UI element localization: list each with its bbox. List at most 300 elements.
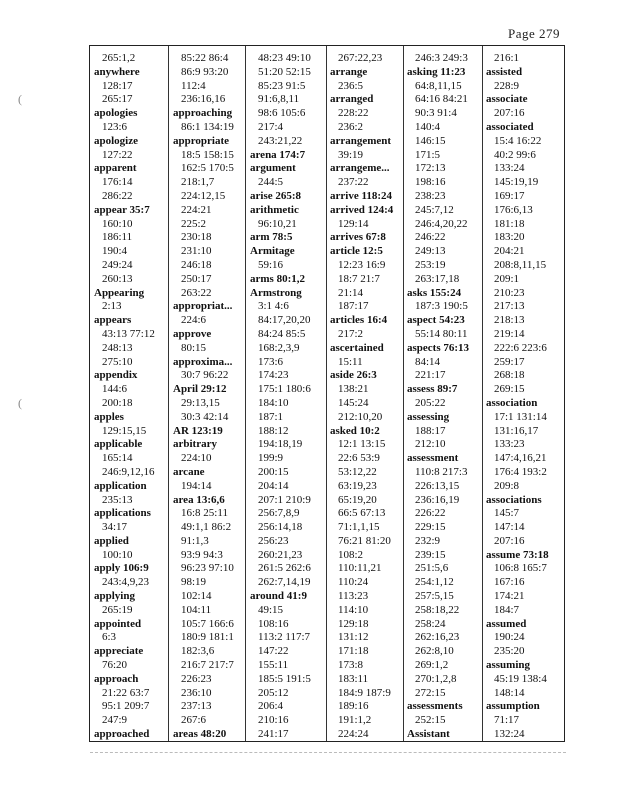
index-reference: 253:19 [415, 258, 446, 271]
index-term: apologies [94, 107, 138, 120]
index-reference: 238:23 [415, 189, 446, 202]
index-term: anywhere [94, 65, 140, 78]
index-column-1 [94, 52, 155, 742]
index-reference: 174:21 [494, 590, 525, 603]
index-reference: 256:14,18 [258, 521, 303, 534]
index-reference: 275:10 [102, 355, 133, 368]
index-term: appropriat... [173, 300, 233, 313]
index-term: arrived 124:4 [330, 203, 394, 216]
index-term: areas 48:20 [173, 728, 227, 741]
index-term: area 13:6,6 [173, 493, 225, 506]
index-reference: 244:5 [258, 176, 284, 189]
index-reference: 207:16 [494, 534, 525, 547]
index-reference: 272:15 [415, 686, 446, 699]
index-reference: 263:22 [181, 286, 212, 299]
index-reference: 205:22 [415, 396, 446, 409]
index-reference: 86:1 134:19 [181, 120, 234, 133]
index-term: association [486, 396, 538, 409]
index-reference: 105:7 166:6 [181, 617, 234, 630]
index-column-6 [486, 52, 549, 742]
index-reference: 237:22 [338, 176, 369, 189]
index-reference: 15:11 [338, 355, 363, 368]
index-term: asking 11:23 [407, 65, 466, 78]
index-column-4 [330, 52, 393, 742]
index-reference: 181:18 [494, 217, 525, 230]
index-reference: 12:1 13:15 [338, 438, 386, 451]
index-reference: 222:6 223:6 [494, 341, 547, 354]
index-reference: 188:12 [258, 424, 289, 437]
index-column-5 [407, 52, 469, 742]
index-term: applying [94, 590, 135, 603]
index-term: around 41:9 [250, 590, 307, 603]
index-reference: 209:8 [494, 479, 520, 492]
index-reference: 49:15 [258, 603, 284, 616]
index-reference: 184:7 [494, 603, 520, 616]
index-reference: 95:1 209:7 [102, 700, 150, 713]
index-reference: 64:16 84:21 [415, 93, 468, 106]
index-reference: 224:12,15 [181, 189, 226, 202]
index-reference: 43:13 77:12 [102, 327, 155, 340]
index-reference: 114:10 [338, 603, 369, 616]
index-reference: 200:18 [102, 396, 133, 409]
index-reference: 224:10 [181, 452, 212, 465]
index-reference: 187:1 [258, 410, 284, 423]
index-reference: 252:15 [415, 714, 446, 727]
index-reference: 40:2 99:6 [494, 148, 536, 161]
index-reference: 186:11 [102, 231, 133, 244]
index-reference: 128:17 [102, 79, 133, 92]
index-term: arbitrary [173, 438, 217, 451]
index-term: Armitage [250, 245, 295, 258]
index-term: aspect 54:23 [407, 314, 465, 327]
index-term: arranged [330, 93, 374, 106]
index-reference: 129:15,15 [102, 424, 147, 437]
index-reference: 93:9 94:3 [181, 548, 223, 561]
index-reference: 112:4 [181, 79, 206, 92]
index-term: approve [173, 327, 212, 340]
index-reference: 217:13 [494, 300, 525, 313]
index-reference: 12:23 16:9 [338, 258, 386, 271]
index-term: ascertained [330, 341, 384, 354]
index-frame [89, 45, 565, 742]
index-reference: 168:2,3,9 [258, 341, 300, 354]
index-reference: 256:7,8,9 [258, 507, 300, 520]
index-reference: 71:17 [494, 714, 520, 727]
index-reference: 261:5 262:6 [258, 562, 311, 575]
index-reference: 173:6 [258, 355, 284, 368]
index-reference: 217:2 [338, 327, 364, 340]
index-reference: 191:1,2 [338, 714, 372, 727]
index-reference: 22:6 53:9 [338, 452, 380, 465]
index-reference: 194:18,19 [258, 438, 303, 451]
index-reference: 268:18 [494, 369, 525, 382]
index-reference: 100:10 [102, 548, 133, 561]
index-reference: 15:4 16:22 [494, 134, 542, 147]
index-reference: 176:4 193:2 [494, 465, 547, 478]
index-reference: 80:15 [181, 341, 207, 354]
index-reference: 59:16 [258, 258, 284, 271]
index-reference: 187:17 [338, 300, 369, 313]
index-reference: 231:10 [181, 245, 212, 258]
index-reference: 167:16 [494, 576, 525, 589]
index-term: associated [486, 120, 534, 133]
index-reference: 30:3 42:14 [181, 410, 229, 423]
index-reference: 45:19 138:4 [494, 672, 547, 685]
index-column-2 [173, 52, 234, 742]
index-reference: 218:1,7 [181, 176, 215, 189]
index-reference: 63:19,23 [338, 479, 377, 492]
index-term: assessments [407, 700, 463, 713]
index-reference: 235:13 [102, 493, 133, 506]
index-reference: 96:10,21 [258, 217, 297, 230]
index-reference: 235:20 [494, 645, 525, 658]
index-reference: 138:21 [338, 383, 369, 396]
index-term: articles 16:4 [330, 314, 388, 327]
index-reference: 131:12 [338, 631, 369, 644]
index-reference: 184:10 [258, 396, 289, 409]
index-reference: 162:5 170:5 [181, 162, 234, 175]
index-reference: 18:7 21:7 [338, 272, 380, 285]
index-reference: 30:7 96:22 [181, 369, 229, 382]
index-reference: 85:22 86:4 [181, 52, 229, 64]
index-term: appropriate [173, 134, 230, 147]
index-reference: 145:24 [338, 396, 369, 409]
index-reference: 48:23 49:10 [258, 52, 311, 64]
index-reference: 190:4 [102, 245, 128, 258]
index-reference: 218:13 [494, 314, 525, 327]
index-term: Assistant [407, 728, 450, 741]
index-reference: 175:1 180:6 [258, 383, 311, 396]
index-reference: 265:19 [102, 603, 133, 616]
index-reference: 91:1,3 [181, 534, 209, 547]
index-reference: 265:17 [102, 93, 133, 106]
index-reference: 34:17 [102, 521, 128, 534]
index-reference: 2:13 [102, 300, 122, 313]
index-term: applied [94, 534, 129, 547]
index-reference: 229:15 [415, 521, 446, 534]
index-term: assumption [486, 700, 540, 713]
index-term: asks 155:24 [407, 286, 462, 299]
index-reference: 127:22 [102, 148, 133, 161]
index-reference: 145:7 [494, 507, 520, 520]
index-reference: 17:1 131:14 [494, 410, 547, 423]
index-reference: 147:22 [258, 645, 289, 658]
index-term: apparent [94, 162, 137, 175]
index-reference: 258:24 [415, 617, 446, 630]
index-term: arithmetic [250, 203, 299, 216]
index-reference: 209:1 [494, 272, 520, 285]
index-reference: 241:17 [258, 728, 289, 741]
index-reference: 86:9 93:20 [181, 65, 229, 78]
index-reference: 21:22 63:7 [102, 686, 150, 699]
index-reference: 110:24 [338, 576, 369, 589]
index-reference: 230:18 [181, 231, 212, 244]
index-reference: 250:17 [181, 272, 212, 285]
index-term: approxima... [173, 355, 233, 368]
index-reference: 198:16 [415, 176, 446, 189]
index-reference: 169:17 [494, 189, 525, 202]
index-reference: 84:17,20,20 [258, 314, 311, 327]
index-term: assess 89:7 [407, 383, 458, 396]
index-reference: 64:8,11,15 [415, 79, 462, 92]
index-term: arrangement [330, 134, 392, 147]
index-reference: 228:9 [494, 79, 520, 92]
index-term: application [94, 479, 147, 492]
index-reference: 269:15 [494, 383, 525, 396]
index-reference: 176:14 [102, 176, 133, 189]
index-term: apply 106:9 [94, 562, 149, 575]
index-reference: 226:23 [181, 672, 212, 685]
index-reference: 90:3 91:4 [415, 107, 457, 120]
index-reference: 265:1,2 [102, 52, 136, 64]
index-reference: 286:22 [102, 189, 133, 202]
index-reference: 147:14 [494, 521, 525, 534]
index-reference: 184:9 187:9 [338, 686, 391, 699]
index-reference: 251:5,6 [415, 562, 449, 575]
index-term: apologize [94, 134, 138, 147]
index-reference: 246:3 249:3 [415, 52, 468, 64]
index-term: Appearing [94, 286, 145, 299]
index-reference: 246:4,20,22 [415, 217, 468, 230]
index-term: April 29:12 [173, 383, 227, 396]
index-reference: 259:17 [494, 355, 525, 368]
index-reference: 189:16 [338, 700, 369, 713]
index-reference: 224:21 [181, 203, 212, 216]
index-reference: 185:5 191:5 [258, 672, 311, 685]
index-reference: 208:8,11,15 [494, 258, 547, 271]
index-reference: 160:10 [102, 217, 133, 230]
index-reference: 96:23 97:10 [181, 562, 234, 575]
index-reference: 249:24 [102, 258, 133, 271]
index-reference: 262:7,14,19 [258, 576, 311, 589]
index-reference: 106:8 165:7 [494, 562, 547, 575]
index-term: argument [250, 162, 296, 175]
index-reference: 53:12,22 [338, 465, 377, 478]
index-reference: 155:11 [258, 659, 289, 672]
index-reference: 76:20 [102, 659, 128, 672]
index-reference: 172:13 [415, 162, 446, 175]
index-reference: 129:18 [338, 617, 369, 630]
index-term: arrive 118:24 [330, 189, 393, 202]
index-term: assessing [407, 410, 450, 423]
index-reference: 18:5 158:15 [181, 148, 234, 161]
index-reference: 182:3,6 [181, 645, 215, 658]
index-term: applicable [94, 438, 143, 451]
index-reference: 144:6 [102, 383, 128, 396]
index-reference: 254:1,12 [415, 576, 454, 589]
index-term: associate [486, 93, 528, 106]
index-reference: 65:19,20 [338, 493, 377, 506]
index-reference: 71:1,1,15 [338, 521, 380, 534]
index-reference: 243:21,22 [258, 134, 303, 147]
index-reference: 110:8 217:3 [415, 465, 468, 478]
column-divider [403, 46, 404, 741]
index-term: article 12:5 [330, 245, 383, 258]
index-reference: 267:6 [181, 714, 207, 727]
index-reference: 246:18 [181, 258, 212, 271]
index-reference: 176:6,13 [494, 203, 533, 216]
index-term: arise 265:8 [250, 189, 302, 202]
index-reference: 216:7 217:7 [181, 659, 234, 672]
index-reference: 263:17,18 [415, 272, 460, 285]
column-divider [482, 46, 483, 741]
index-reference: 194:14 [181, 479, 212, 492]
column-divider [168, 46, 169, 741]
index-term: appendix [94, 369, 138, 382]
index-reference: 221:17 [415, 369, 446, 382]
index-reference: 228:22 [338, 107, 369, 120]
index-reference: 147:4,16,21 [494, 452, 547, 465]
footer-rule [90, 752, 566, 753]
index-reference: 199:9 [258, 452, 284, 465]
index-reference: 236:16,19 [415, 493, 460, 506]
index-term: approached [94, 728, 150, 741]
index-reference: 108:2 [338, 548, 364, 561]
index-reference: 190:24 [494, 631, 525, 644]
index-reference: 210:16 [258, 714, 289, 727]
index-reference: 257:5,15 [415, 590, 454, 603]
index-reference: 132:24 [494, 728, 525, 741]
index-reference: 205:12 [258, 686, 289, 699]
index-reference: 113:23 [338, 590, 369, 603]
index-reference: 16:8 25:11 [181, 507, 228, 520]
index-reference: 243:4,9,23 [102, 576, 150, 589]
page-number: Page 279 [507, 26, 560, 41]
index-term: assuming [486, 659, 531, 672]
binding-mark: ( [18, 396, 22, 410]
index-reference: 269:1,2 [415, 659, 449, 672]
index-reference: 49:1,1 86:2 [181, 521, 232, 534]
index-reference: 236:5 [338, 79, 364, 92]
index-term: assumed [486, 617, 527, 630]
index-reference: 236:10 [181, 686, 212, 699]
index-reference: 226:22 [415, 507, 446, 520]
binding-mark: ( [18, 92, 22, 106]
index-reference: 270:1,2,8 [415, 672, 457, 685]
index-reference: 262:8,10 [415, 645, 454, 658]
index-reference: 224:6 [181, 314, 207, 327]
index-reference: 210:23 [494, 286, 525, 299]
index-reference: 236:16,16 [181, 93, 226, 106]
index-term: arms 80:1,2 [250, 272, 305, 285]
index-reference: 226:13,15 [415, 479, 460, 492]
index-reference: 133:23 [494, 438, 525, 451]
index-reference: 146:15 [415, 134, 446, 147]
index-reference: 267:22,23 [338, 52, 383, 64]
index-reference: 200:15 [258, 465, 289, 478]
index-reference: 110:11,21 [338, 562, 382, 575]
index-reference: 258:18,22 [415, 603, 460, 616]
index-term: associations [486, 493, 542, 506]
index-reference: 21:14 [338, 286, 364, 299]
index-reference: 248:13 [102, 341, 133, 354]
index-term: Armstrong [250, 286, 302, 299]
index-reference: 239:15 [415, 548, 446, 561]
index-term: applications [94, 507, 151, 520]
index-term: assume 73:18 [486, 548, 549, 561]
index-reference: 204:14 [258, 479, 289, 492]
index-reference: 123:6 [102, 120, 128, 133]
index-term: aside 26:3 [330, 369, 377, 382]
index-reference: 171:5 [415, 148, 441, 161]
index-reference: 180:9 181:1 [181, 631, 234, 644]
column-divider [326, 46, 327, 741]
index-reference: 217:4 [258, 120, 284, 133]
index-term: aspects 76:13 [407, 341, 470, 354]
index-reference: 133:24 [494, 162, 525, 175]
index-reference: 224:24 [338, 728, 369, 741]
index-term: arm 78:5 [250, 231, 293, 244]
column-divider [245, 46, 246, 741]
index-column-3 [250, 52, 311, 742]
index-reference: 55:14 80:11 [415, 327, 468, 340]
index-reference: 3:1 4:6 [258, 300, 289, 313]
index-reference: 212:10,20 [338, 410, 383, 423]
index-term: assisted [486, 65, 523, 78]
index-reference: 245:7,12 [415, 203, 454, 216]
index-reference: 237:13 [181, 700, 212, 713]
index-reference: 183:11 [338, 672, 369, 685]
index-reference: 219:14 [494, 327, 525, 340]
index-reference: 140:4 [415, 120, 441, 133]
index-reference: 206:4 [258, 700, 284, 713]
index-reference: 113:2 117:7 [258, 631, 311, 644]
index-reference: 51:20 52:15 [258, 65, 311, 78]
index-reference: 84:24 85:5 [258, 327, 306, 340]
index-reference: 165:14 [102, 452, 133, 465]
index-reference: 171:18 [338, 645, 369, 658]
index-reference: 183:20 [494, 231, 525, 244]
index-reference: 173:8 [338, 659, 364, 672]
index-term: arrangeme... [330, 162, 390, 175]
index-reference: 98:19 [181, 576, 207, 589]
index-term: approaching [173, 107, 233, 120]
index-term: approach [94, 672, 139, 685]
index-reference: 6:3 [102, 631, 117, 644]
index-term: appears [94, 314, 132, 327]
index-term: arrives 67:8 [330, 231, 386, 244]
index-reference: 129:14 [338, 217, 369, 230]
index-term: appreciate [94, 645, 144, 658]
index-reference: 174:23 [258, 369, 289, 382]
index-reference: 249:13 [415, 245, 446, 258]
index-reference: 76:21 81:20 [338, 534, 391, 547]
index-term: AR 123:19 [173, 424, 223, 437]
index-reference: 207:1 210:9 [258, 493, 311, 506]
index-reference: 204:21 [494, 245, 525, 258]
index-term: asked 10:2 [330, 424, 380, 437]
index-term: arrange [330, 65, 368, 78]
index-reference: 232:9 [415, 534, 441, 547]
index-term: appointed [94, 617, 142, 630]
index-term: apples [94, 410, 124, 423]
index-reference: 247:9 [102, 714, 128, 727]
index-reference: 212:10 [415, 438, 446, 451]
index-reference: 207:16 [494, 107, 525, 120]
index-term: arcane [173, 465, 205, 478]
index-reference: 102:14 [181, 590, 212, 603]
index-reference: 188:17 [415, 424, 446, 437]
index-reference: 260:21,23 [258, 548, 303, 561]
index-reference: 145:19,19 [494, 176, 539, 189]
index-term: arena 174:7 [250, 148, 306, 161]
index-reference: 236:2 [338, 120, 364, 133]
index-reference: 104:11 [181, 603, 212, 616]
index-reference: 256:23 [258, 534, 289, 547]
index-reference: 148:14 [494, 686, 525, 699]
index-reference: 85:23 91:5 [258, 79, 306, 92]
index-reference: 66:5 67:13 [338, 507, 386, 520]
